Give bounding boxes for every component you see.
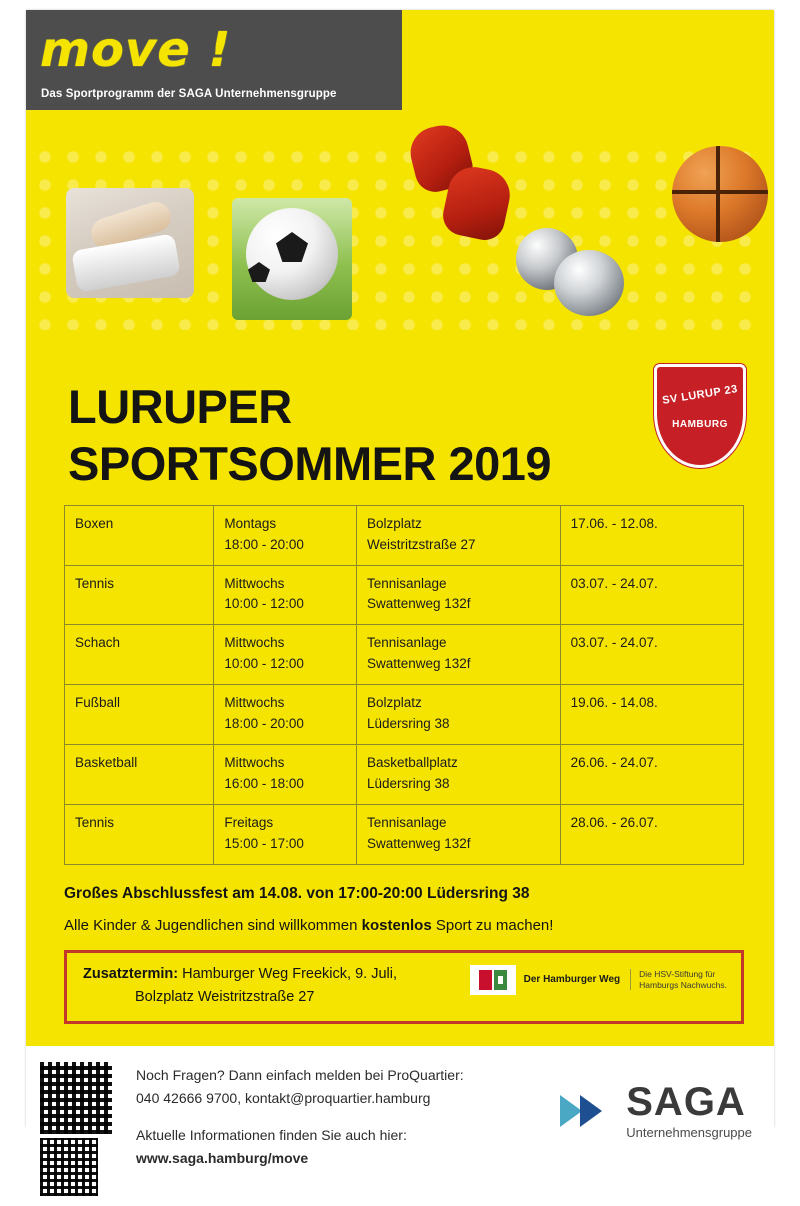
header-yellow-panel <box>402 10 774 110</box>
table-row <box>65 804 744 864</box>
closing-event-note: Großes Abschlussfest am 14.08. von 17:00-20:00 Lüdersring 38 <box>64 884 530 902</box>
cell-place-label: Tennisanlage <box>366 575 447 591</box>
cell-address-label: Swattenweg 132f <box>366 835 471 851</box>
footer-contact-line2: 040 42666 9700, kontakt@proquartier.hamburg <box>136 1090 431 1107</box>
saga-logo <box>560 1082 752 1140</box>
cell-address-label: Lüdersring 38 <box>366 716 450 732</box>
cell-place <box>356 565 560 625</box>
cell-place-label: Tennisanlage <box>366 814 447 830</box>
cell-place <box>356 745 560 805</box>
table-row <box>65 505 744 565</box>
hamburger-weg-mark-icon <box>470 965 516 995</box>
notes-section <box>26 865 774 1024</box>
cell-time-label: 16:00 - 18:00 <box>224 775 304 791</box>
hero-photo-strip <box>26 110 774 360</box>
cell-day-label: Mittwochs <box>224 695 285 711</box>
cell-time-label: 18:00 - 20:00 <box>224 716 304 732</box>
cell-place-label: Tennisanlage <box>366 635 447 651</box>
cell-place <box>356 505 560 565</box>
hamburger-weg-claim <box>630 969 727 990</box>
cell-day-label: Freitags <box>224 814 274 830</box>
cell-day-label: Mittwochs <box>224 755 285 771</box>
cell-day-label: Mittwochs <box>224 575 285 591</box>
cell-place-label: Bolzplatz <box>366 695 422 711</box>
cell-dates: 03.07. - 24.07. <box>560 625 743 685</box>
cell-address-label: Swattenweg 132f <box>366 596 471 612</box>
cell-place <box>356 625 560 685</box>
yellow-spacer <box>26 1024 774 1046</box>
cell-sport: Boxen <box>65 505 214 565</box>
table-row <box>65 745 744 805</box>
schedule-table-wrapper <box>26 493 774 865</box>
qr-code-icon <box>40 1062 112 1134</box>
welcome-note-post: Sport zu machen! <box>431 916 554 934</box>
cell-dates: 03.07. - 24.07. <box>560 565 743 625</box>
boxing-gloves-photo-icon <box>406 120 518 244</box>
hamburger-weg-name: Der Hamburger Weg <box>523 973 621 985</box>
cell-time-label: 15:00 - 17:00 <box>224 835 304 851</box>
welcome-note-pre: Alle Kinder & Jugendlichen sind willkommen <box>64 916 362 934</box>
poster <box>26 10 774 1167</box>
cell-day <box>214 804 357 864</box>
club-crest-line1: SV LURUP 23 <box>661 383 739 407</box>
welcome-note <box>64 917 744 934</box>
saga-subtitle: Unternehmensgruppe <box>626 1125 752 1141</box>
page-title-line2: SPORTSOMMER 2019 <box>68 437 552 491</box>
cell-day <box>214 505 357 565</box>
club-crest-line2: HAMBURG <box>672 419 728 430</box>
table-row <box>65 565 744 625</box>
cell-dates: 19.06. - 14.08. <box>560 685 743 745</box>
cell-sport: Schach <box>65 625 214 685</box>
footer-info-line1: Aktuelle Informationen finden Sie auch hier: <box>136 1127 407 1144</box>
cell-place <box>356 685 560 745</box>
extra-date-text <box>83 963 513 1009</box>
table-row <box>65 685 744 745</box>
extra-date-box <box>64 950 744 1024</box>
footer-website-link[interactable]: www.saga.hamburg/move <box>136 1150 309 1167</box>
footer-contact-block <box>136 1064 464 1170</box>
welcome-note-highlight: kostenlos <box>361 916 432 934</box>
cell-address-label: Lüdersring 38 <box>366 775 450 791</box>
club-crest-icon <box>654 364 746 468</box>
hamburger-weg-logo <box>470 965 727 995</box>
extra-date-label: Zusatztermin: <box>83 965 179 982</box>
extra-date-value: Hamburger Weg Freekick, 9. Juli, <box>178 965 397 982</box>
schedule-table <box>64 505 744 865</box>
hamburger-weg-claim-line1: Die HSV-Stiftung für <box>639 969 716 980</box>
title-area <box>26 360 774 493</box>
cell-time-label: 18:00 - 20:00 <box>224 536 304 552</box>
cell-day <box>214 565 357 625</box>
hand-photo-icon <box>66 188 194 298</box>
header-tagline: Das Sportprogramm der SAGA Unternehmensgruppe <box>41 88 337 100</box>
move-logo: move ! <box>40 22 232 78</box>
saga-mark-icon <box>560 1089 614 1133</box>
cell-dates: 17.06. - 12.08. <box>560 505 743 565</box>
cell-day <box>214 745 357 805</box>
boule-balls-photo-icon <box>512 222 628 320</box>
cell-sport: Basketball <box>65 745 214 805</box>
poster-footer <box>26 1046 774 1206</box>
cell-day-label: Montags <box>224 515 277 531</box>
cell-address-label: Weistritzstraße 27 <box>366 536 476 552</box>
cell-place-label: Basketballplatz <box>366 755 458 771</box>
cell-day <box>214 625 357 685</box>
cell-place <box>356 804 560 864</box>
saga-wordmark: SAGA <box>626 1080 746 1125</box>
qr-code-secondary-icon <box>40 1138 98 1196</box>
cell-day-label: Mittwochs <box>224 635 285 651</box>
table-row <box>65 625 744 685</box>
basketball-photo-icon <box>672 146 768 242</box>
extra-date-location: Bolzplatz Weistritzstraße 27 <box>135 988 315 1005</box>
cell-dates: 26.06. - 24.07. <box>560 745 743 805</box>
cell-place-label: Bolzplatz <box>366 515 422 531</box>
cell-sport: Tennis <box>65 804 214 864</box>
poster-header <box>26 10 774 110</box>
cell-dates: 28.06. - 26.07. <box>560 804 743 864</box>
cell-sport: Tennis <box>65 565 214 625</box>
footer-contact-line1: Noch Fragen? Dann einfach melden bei ProQuartier: <box>136 1067 464 1084</box>
cell-time-label: 10:00 - 12:00 <box>224 596 304 612</box>
cell-time-label: 10:00 - 12:00 <box>224 656 304 672</box>
cell-day <box>214 685 357 745</box>
football-photo-icon <box>232 198 352 320</box>
page-title-line1: LURUPER <box>68 380 292 433</box>
cell-sport: Fußball <box>65 685 214 745</box>
hamburger-weg-claim-line2: Hamburgs Nachwuchs. <box>639 979 727 990</box>
cell-address-label: Swattenweg 132f <box>366 656 471 672</box>
